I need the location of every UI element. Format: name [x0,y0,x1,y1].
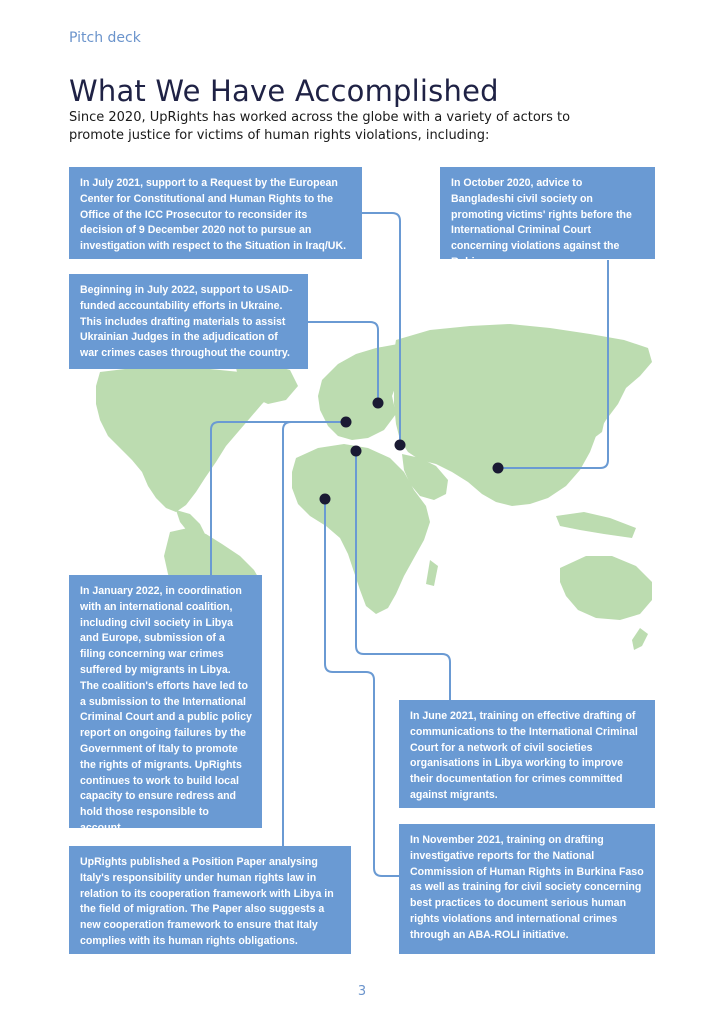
box-burkina: In November 2021, training on drafting investigative reports for the National Commission of Human Rights in Burkina Faso as well as training for civil society concerning best practices to document serious human rights violations and international crimes through an ABA-ROLI initiative. [399,824,655,954]
marker-bangladesh [493,463,504,474]
marker-ukraine [373,398,384,409]
box-ukraine: Beginning in July 2022, support to USAID-funded accountability efforts in Ukraine. This includes drafting materials to assist Ukrainian Judges in the adjudication of war crimes cases throughout the country. [69,274,308,369]
marker-libya [351,446,362,457]
indonesia-shape [556,512,636,538]
madagascar-shape [426,560,438,586]
page-title: What We Have Accomplished [69,74,499,108]
australia-shape [560,556,652,620]
marker-burkina-faso [320,494,331,505]
intro-text: Since 2020, UpRights has worked across the globe with a variety of actors to promote justice for victims of human rights violations, including: [69,110,571,143]
box-iraq: In July 2021, support to a Request by the European Center for Constitutional and Human Rights to the Office of the ICC Prosecutor to reconsider its decision of 9 December 2020 not to pursue an investigation with respect to the Situation in Iraq/UK. [69,167,362,259]
page-number: 3 [357,984,367,999]
box-italy-paper: UpRights published a Position Paper analysing Italy's responsibility under human rights law in relation to its cooperation framework with Libya in the field of migration. The Paper also suggests a new cooperation framework to ensure that Italy complies with its human rights obligations. [69,846,351,954]
new-zealand-shape [632,628,648,650]
marker-iraq [395,440,406,451]
box-libya-training: In June 2021, training on effective drafting of communications to the International Criminal Court for a network of civil societies organisations in Libya working to improve their documentation for crimes committed against migrants. [399,700,655,808]
box-libya-coalition: In January 2022, in coordination with an international coalition, including civil society in Libya and Europe, submission of a filing concerning war crimes suffered by migrants in Libya. The coalition's efforts have led to a submission to the International Criminal Court and a public policy report on ongoing failures by the Government of Italy to promote the rights of migrants. UpRights continues to work to build local capacity to ensure redress and hold those responsible to account. [69,575,262,828]
header-label: Pitch deck [69,30,141,46]
marker-italy [341,417,352,428]
box-bangladesh: In October 2020, advice to Bangladeshi civil society on promoting victims' rights before the International Criminal Court concerning violations against the Rohingya. [440,167,655,259]
